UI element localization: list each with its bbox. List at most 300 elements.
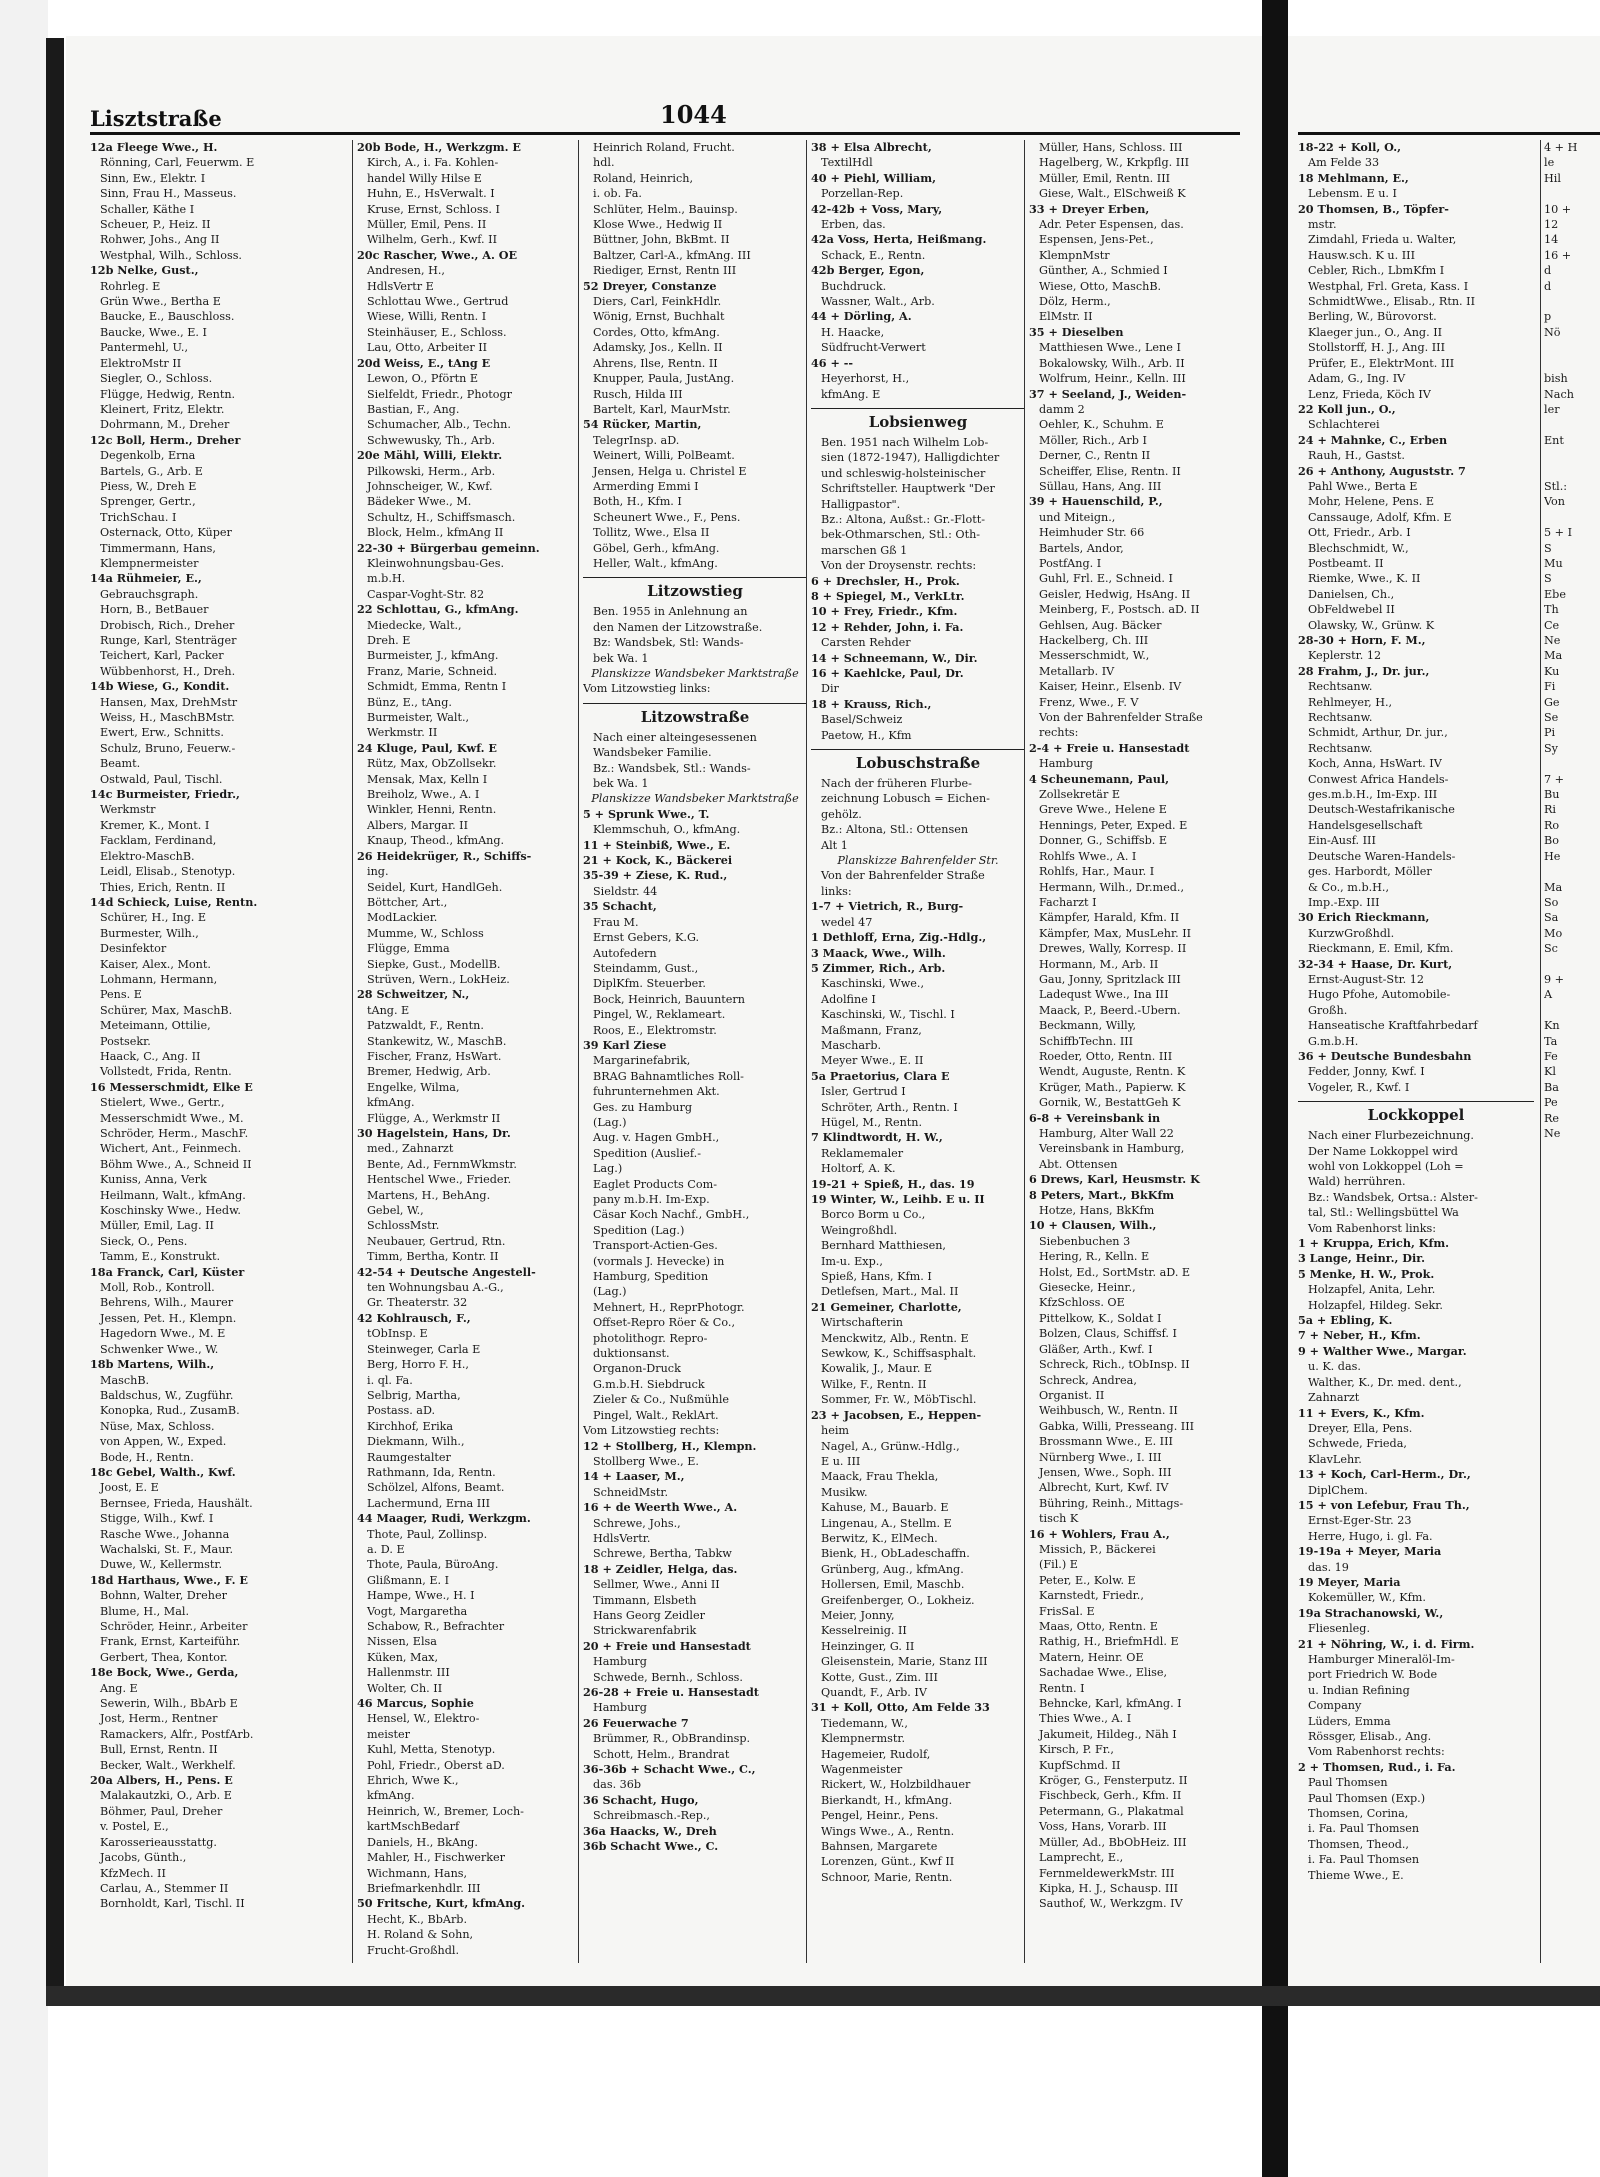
resident-line: Meteimann, Ottilie, — [100, 1019, 211, 1033]
address-entry: 3 Lange, Heinr., Dir. — [1298, 1251, 1425, 1266]
resident-line: Bornholdt, Karl, Tischl. II — [100, 1897, 245, 1911]
address-entry: 37 + Seeland, J., Weiden- — [1029, 386, 1187, 401]
resident-line: Grünberg, Aug., kfmAng. — [821, 1562, 964, 1576]
resident-line: Sinn, Ew., Elektr. I — [100, 171, 206, 185]
resident-line: Schnoor, Marie, Rentn. — [821, 1870, 953, 1884]
resident-line: SchneidMstr. — [593, 1485, 669, 1499]
resident-line: Heinrich, W., Bremer, Loch- — [367, 1804, 524, 1818]
address-entry: 19-21 + Spieß, H., das. 19 — [811, 1176, 975, 1191]
resident-line: Gebrauchsgraph. — [100, 587, 199, 601]
address-entry: 12c Boll, Herm., Dreher — [90, 432, 241, 447]
resident-line: Burmeister, Walt., — [367, 711, 470, 725]
resident-line: Kokemüller, W., Kfm. — [1308, 1591, 1426, 1605]
address-entry: 30 Erich Rieckmann, — [1298, 910, 1430, 925]
resident-line: Hagemeier, Rudolf, — [821, 1747, 931, 1761]
resident-line: Offset-Repro Röer & Co., — [593, 1316, 736, 1330]
resident-line: Jessen, Pet. H., Klempn. — [100, 1311, 237, 1325]
address-entry: 15 + von Lefebur, Frau Th., — [1298, 1497, 1470, 1512]
resident-line: und schleswig-holsteinischer — [821, 466, 986, 480]
cropped-entry-fragment: Th — [1544, 603, 1559, 617]
resident-line: G.m.b.H. — [1308, 1034, 1359, 1048]
resident-line: Transport-Actien-Ges. — [593, 1239, 718, 1253]
resident-line: Maßmann, Franz, — [821, 1023, 922, 1037]
resident-line: Thomsen, Corina, — [1308, 1807, 1409, 1821]
resident-line: Hotze, Hans, BkKfm — [1039, 1204, 1155, 1218]
cropped-entry-fragment: A — [1544, 988, 1553, 1002]
resident-line: Espensen, Jens-Pet., — [1039, 233, 1154, 247]
resident-line: Rehlmeyer, H., — [1308, 695, 1393, 709]
resident-line: kartMschBedarf — [367, 1820, 460, 1834]
address-entry: 21 + Nöhring, W., i. d. Firm. — [1298, 1636, 1475, 1651]
resident-line: handel Willy Hilse E — [367, 171, 482, 185]
resident-line: Malakautzki, O., Arb. E — [100, 1789, 232, 1803]
resident-line: Baucke, E., Bauschloss. — [100, 310, 235, 324]
resident-line: Karnstedt, Friedr., — [1039, 1589, 1144, 1603]
resident-line: Nissen, Elsa — [367, 1635, 437, 1649]
resident-line: Mehnert, H., ReprPhotogr. — [593, 1300, 745, 1314]
resident-line: Derner, C., Rentn II — [1039, 449, 1151, 463]
resident-line: Vom Rabenhorst links: — [1308, 1221, 1437, 1235]
resident-line: Ernst Gebers, K.G. — [593, 931, 700, 945]
resident-line: Roos, E., Elektromstr. — [593, 1023, 717, 1037]
resident-line: Schürer, H., Ing. E — [100, 911, 207, 925]
resident-line: tal, Stl.: Wellingsbüttel Wa — [1308, 1206, 1459, 1220]
resident-line: Mahler, H., Fischwerker — [367, 1851, 506, 1865]
resident-line: Kremer, K., Mont. I — [100, 818, 210, 832]
resident-line: Weingroßhdl. — [821, 1223, 898, 1237]
resident-line: Donner, G., Schiffsb. E — [1039, 834, 1168, 848]
address-entry: 2-4 + Freie u. Hansestadt — [1029, 740, 1190, 755]
resident-line: Elektro-MaschB. — [100, 849, 195, 863]
resident-line: Greve Wwe., Helene E — [1039, 803, 1167, 817]
address-entry: 7 + Neber, H., Kfm. — [1298, 1328, 1421, 1343]
resident-line: Heller, Walt., kfmAng. — [593, 556, 718, 570]
resident-line: Hamburg — [593, 1701, 647, 1715]
resident-line: Hans Georg Zeidler — [593, 1608, 705, 1622]
resident-line: Paetow, H., Kfm — [821, 728, 912, 742]
resident-line: Von der Bahrenfelder Straße — [821, 869, 985, 883]
resident-line: Abt. Ottensen — [1039, 1157, 1118, 1171]
address-entry: 44 + Dörling, A. — [811, 309, 912, 324]
resident-line: Schultz, H., Schiffsmasch. — [367, 510, 516, 524]
address-entry: 20c Rascher, Wwe., A. OE — [357, 247, 518, 262]
resident-line: Diers, Carl, FeinkHdlr. — [593, 295, 722, 309]
resident-line: Klaeger jun., O., Ang. II — [1308, 325, 1443, 339]
resident-line: Deutsche Waren-Handels- — [1308, 849, 1456, 863]
resident-line: Prüfer, E., ElektrMont. III — [1308, 356, 1455, 370]
resident-line: (vormals J. Hevecke) in — [593, 1254, 725, 1268]
street-heading: Litzowstraße — [583, 703, 807, 726]
resident-line: pany m.b.H. Im-Exp. — [593, 1193, 710, 1206]
resident-line: Haack, C., Ang. II — [100, 1049, 201, 1063]
resident-line: Bock, Heinrich, Bauuntern — [593, 992, 745, 1006]
resident-line: Wald) herrühren. — [1308, 1175, 1406, 1189]
resident-line: Facharzt I — [1039, 895, 1097, 909]
cropped-entry-fragment: Ri — [1544, 803, 1557, 817]
address-entry: 20d Weiss, E., tAng E — [357, 355, 491, 370]
resident-line: Rechtsanw. — [1308, 680, 1373, 694]
resident-line: Krüger, Math., Papierw. K — [1039, 1080, 1186, 1094]
resident-line: heim — [821, 1424, 850, 1438]
resident-line: Lorenzen, Günt., Kwf II — [821, 1855, 955, 1869]
resident-line: Caspar-Voght-Str. 82 — [367, 587, 485, 601]
resident-line: HdlsVertr E — [367, 279, 434, 293]
resident-line: Wilke, F., Rentn. II — [821, 1377, 927, 1391]
resident-line: Joost, E. E — [100, 1481, 159, 1495]
resident-line: Mohr, Helene, Pens. E — [1308, 495, 1435, 509]
resident-line: Zahnarzt — [1308, 1391, 1360, 1405]
resident-line: Rechtsanw. — [1308, 741, 1373, 755]
resident-line: Kaschinski, Wwe., — [821, 977, 925, 991]
resident-line: Schaller, Käthe I — [100, 202, 195, 216]
resident-line: Cordes, Otto, kfmAng. — [593, 325, 720, 339]
resident-line: H. Haacke, — [821, 325, 885, 339]
resident-line: Detlefsen, Mart., Mal. II — [821, 1285, 959, 1299]
resident-line: Spedition (Lag.) — [593, 1223, 685, 1237]
cropped-entry-fragment: Ta — [1544, 1034, 1558, 1048]
resident-line: Hügel, M., Rentn. — [821, 1115, 923, 1129]
resident-line: Horn, B., BetBauer — [100, 603, 209, 617]
resident-line: Winkler, Henni, Rentn. — [367, 803, 497, 817]
resident-line: Westphal, Frl. Greta, Kass. I — [1308, 279, 1469, 293]
resident-line: Moll, Rob., Kontroll. — [100, 1281, 215, 1295]
resident-line: Ostwald, Paul, Tischl. — [100, 772, 223, 786]
resident-line: Carlau, A., Stemmer II — [100, 1881, 229, 1895]
resident-line: Ewert, Erw., Schnitts. — [100, 726, 224, 740]
resident-line: Paul Thomsen (Exp.) — [1308, 1791, 1426, 1805]
resident-line: Schölzel, Alfons, Beamt. — [367, 1481, 505, 1495]
header-divider — [90, 132, 1240, 135]
resident-line: Huhn, E., HsVerwalt. I — [367, 187, 495, 201]
address-entry: 19 Winter, W., Leihb. E u. II — [811, 1192, 985, 1206]
resident-line: Nach der früheren Flurbe- — [821, 777, 972, 791]
resident-line: Porzellan-Rep. — [821, 187, 904, 201]
resident-line: DiplChem. — [1308, 1483, 1368, 1497]
resident-line: Schreck, Rich., tObInsp. II — [1039, 1358, 1190, 1372]
resident-line: Eaglet Products Com- — [593, 1177, 717, 1191]
resident-line: Von der Bahrenfelder Straße — [1039, 711, 1203, 725]
resident-line: ModLackier. — [367, 911, 438, 925]
map-reference: Planskizze Bahrenfelder Str. — [837, 854, 999, 868]
resident-line: Nach einer Flurbezeichnung. — [1308, 1129, 1474, 1143]
address-entry: 38 + Elsa Albrecht, — [811, 140, 932, 154]
resident-line: Bädeker Wwe., M. — [367, 495, 472, 509]
cropped-entry-fragment: Ro — [1544, 818, 1560, 832]
address-entry: 26-28 + Freie u. Hansestadt — [583, 1685, 759, 1699]
cropped-entry-fragment: Mo — [1544, 926, 1563, 940]
resident-line: Burmeister, J., kfmAng. — [367, 649, 499, 663]
resident-line: SchiffbTechn. III — [1039, 1034, 1134, 1048]
directory-column-4 — [806, 140, 1025, 1963]
resident-line: Diekmann, Wilh., — [367, 1435, 465, 1449]
resident-line: Wolfrum, Heinr., Kelln. III — [1039, 372, 1186, 386]
cropped-entry-fragment: Kn — [1544, 1019, 1560, 1033]
resident-line: Baucke, Wwe., E. I — [100, 325, 207, 339]
resident-line: Hensel, W., Elektro- — [367, 1712, 480, 1726]
cropped-entry-fragment: S — [1544, 572, 1552, 586]
resident-line: Hecht, K., BbArb. — [367, 1912, 468, 1926]
resident-line: Kuniss, Anna, Verk — [100, 1173, 207, 1187]
resident-line: Fliesenleg. — [1308, 1622, 1371, 1636]
resident-line: Canssauge, Adolf, Kfm. E — [1308, 510, 1452, 524]
resident-line: Schröder, Heinr., Arbeiter — [100, 1620, 248, 1633]
cropped-entry-fragment — [1544, 294, 1600, 309]
cropped-entry-fragment: Ebe — [1544, 587, 1566, 601]
resident-line: Gornik, W., BestattGeh K — [1039, 1096, 1181, 1110]
resident-line: Wönig, Ernst, Buchhalt — [593, 310, 725, 324]
resident-line: i. ob. Fa. — [593, 187, 642, 201]
address-entry: 14b Wiese, G., Kondit. — [90, 679, 230, 694]
map-reference: Planskizze Wandsbeker Marktstraße — [591, 667, 799, 680]
right-page-column-1 — [1298, 140, 1534, 1963]
resident-line: Roeder, Otto, Rentn. III — [1039, 1049, 1173, 1063]
resident-line: Jensen, Wwe., Soph. III — [1039, 1465, 1172, 1479]
resident-line: photolithogr. Repro- — [593, 1331, 708, 1345]
cropped-entry-fragment: Ent — [1544, 433, 1564, 447]
address-entry: 32-34 + Haase, Dr. Kurt, — [1298, 956, 1453, 971]
resident-line: Böhmer, Paul, Dreher — [100, 1804, 223, 1818]
address-entry: 12 + Stollberg, H., Klempn. — [583, 1438, 757, 1453]
resident-line: Lenz, Frieda, Köch IV — [1308, 387, 1431, 401]
resident-line: Bierkandt, H., kfmAng. — [821, 1793, 953, 1807]
resident-line: Adolfine I — [821, 992, 876, 1006]
resident-line: wedel 47 — [821, 915, 873, 929]
cropped-entry-fragment: Ge — [1544, 695, 1560, 709]
address-entry: 18 Mehlmann, E., — [1298, 170, 1409, 185]
address-entry: 6 + Drechsler, H., Prok. — [811, 573, 960, 588]
resident-line: marschen Gß 1 — [821, 543, 908, 557]
resident-line: Olawsky, W., Grünw. K — [1308, 618, 1435, 632]
address-entry: 28-30 + Horn, F. M., — [1298, 633, 1426, 647]
resident-line: Siegler, O., Schloss. — [100, 372, 213, 386]
resident-line: Müller, Emil, Pens. II — [367, 218, 487, 232]
resident-line: Engelke, Wilma, — [367, 1080, 460, 1094]
resident-line: Sieldstr. 44 — [593, 884, 658, 898]
resident-line: Hanseatische Kraftfahrbedarf — [1308, 1019, 1478, 1033]
resident-line: Nagel, A., Grünw.-Hdlg., — [821, 1439, 960, 1453]
resident-line: Duwe, W., Kellermstr. — [100, 1558, 223, 1572]
resident-line: G.m.b.H. Siebdruck — [593, 1377, 705, 1391]
resident-line: Quandt, F., Arb. IV — [821, 1686, 927, 1699]
resident-line: Bolzen, Claus, Schiffsf. I — [1039, 1327, 1177, 1341]
resident-line: Desinfektor — [100, 942, 167, 956]
resident-line: Rohlfs, Har., Maur. I — [1039, 865, 1155, 879]
resident-line: von Appen, W., Exped. — [100, 1435, 227, 1449]
resident-line: Stankewitz, W., MaschB. — [367, 1034, 507, 1048]
resident-line: Vollstedt, Frida, Rentn. — [100, 1065, 232, 1079]
resident-line: Fischbeck, Gerh., Kfm. II — [1039, 1789, 1182, 1803]
resident-line: Bühring, Reinh., Mittags- — [1039, 1496, 1184, 1510]
resident-line: Hagedorn Wwe., M. E — [100, 1327, 226, 1341]
cropped-entry-fragment: Ma — [1544, 649, 1563, 663]
directory-column-5 — [1024, 140, 1245, 1963]
resident-line: Sachadae Wwe., Elise, — [1039, 1666, 1168, 1680]
resident-line: TextilHdl — [821, 156, 873, 170]
resident-line: Kleinwohnungsbau-Ges. — [367, 556, 505, 570]
resident-line: Albrecht, Kurt, Kwf. IV — [1039, 1481, 1169, 1495]
page-number: 1044 — [660, 100, 727, 129]
resident-line: Hamburg, Spedition — [593, 1270, 709, 1284]
resident-line: i. Fa. Paul Thomsen — [1308, 1853, 1420, 1867]
resident-line: Schlachterei — [1308, 418, 1380, 432]
resident-line: Keplerstr. 12 — [1308, 649, 1382, 663]
resident-line: Margarinefabrik, — [593, 1054, 691, 1068]
cropped-entry-fragment: 7 + — [1544, 772, 1565, 786]
resident-line: Sellmer, Wwe., Anni II — [593, 1578, 720, 1592]
resident-line: (Fil.) E — [1039, 1558, 1078, 1572]
resident-line: Scheunert Wwe., F., Pens. — [593, 510, 741, 524]
resident-line: Becker, Walt., Werkhelf. — [100, 1758, 236, 1772]
resident-line: Kämpfer, Harald, Kfm. II — [1039, 911, 1180, 925]
resident-line: KlavLehr. — [1308, 1452, 1362, 1466]
address-entry: 6-8 + Vereinsbank in — [1029, 1110, 1161, 1125]
address-entry: 7 Klindtwordt, H. W., — [811, 1130, 943, 1145]
resident-line: Osternack, Otto, Küper — [100, 526, 232, 540]
cropped-entry-fragment: Hil — [1544, 171, 1561, 185]
resident-line: Kesselreinig. II — [821, 1624, 907, 1638]
resident-line: Wichmann, Hans, — [367, 1866, 468, 1880]
resident-line: H. Roland & Sohn, — [367, 1928, 474, 1942]
resident-line: Daniels, H., BkAng. — [367, 1835, 478, 1849]
resident-line: Stigge, Wilh., Kwf. I — [100, 1512, 214, 1526]
cropped-entry-fragment: Ne — [1544, 1127, 1561, 1140]
resident-line: kfmAng. — [367, 1096, 415, 1110]
address-entry: 19-19a + Meyer, Maria — [1298, 1544, 1442, 1559]
resident-line: ing. — [367, 865, 389, 879]
resident-line: DiplKfm. Steuerber. — [593, 977, 706, 991]
cropped-entry-fragment — [1544, 510, 1600, 525]
resident-line: Wirtschafterin — [821, 1316, 903, 1330]
cropped-entry-fragment: He — [1544, 849, 1561, 863]
resident-line: Beamt. — [100, 757, 141, 771]
resident-line: Zieler & Co., Nußmühle — [593, 1393, 730, 1407]
cropped-entry-fragment — [1544, 356, 1600, 371]
resident-line: Messerschmidt Wwe., M. — [100, 1111, 244, 1125]
address-entry: 10 + Frey, Friedr., Kfm. — [811, 604, 958, 619]
resident-line: Frank, Ernst, Karteiführ. — [100, 1635, 241, 1649]
resident-line: Vogt, Margaretha — [367, 1604, 468, 1618]
resident-line: Nüse, Max, Schloss. — [100, 1419, 215, 1433]
resident-line: Neubauer, Gertrud, Rtn. — [367, 1234, 506, 1248]
resident-line: Messerschmidt, W., — [1039, 649, 1150, 663]
street-heading: Lobuschstraße — [811, 749, 1025, 772]
resident-line: Missich, P., Bäckerei — [1039, 1542, 1156, 1556]
resident-line: Autofedern — [593, 946, 657, 960]
resident-line: Hamburger Mineralöl-Im- — [1308, 1653, 1455, 1666]
resident-line: ten Wohnungsbau A.-G., — [367, 1281, 504, 1295]
resident-line: Conwest Africa Handels- — [1308, 772, 1449, 786]
resident-line: Bünz, E., tAng. — [367, 695, 452, 709]
address-entry: 10 + Clausen, Wilh., — [1029, 1218, 1157, 1233]
cropped-entry-fragment: le — [1544, 156, 1555, 170]
resident-line: ElMstr. II — [1039, 310, 1093, 324]
resident-line: Mumme, W., Schloss — [367, 926, 484, 940]
resident-line: Lamprecht, E., — [1039, 1851, 1124, 1865]
resident-line: Berling, W., Bürovorst. — [1308, 310, 1437, 324]
resident-line: Berwitz, K., ElMech. — [821, 1531, 938, 1545]
resident-line: sien (1872-1947), Halligdichter — [821, 451, 1000, 465]
resident-line: bek Wa. 1 — [593, 777, 649, 791]
resident-line: Hagelberg, W., Krkpflg. III — [1039, 156, 1190, 170]
address-entry: 5 Zimmer, Rich., Arb. — [811, 960, 946, 975]
resident-line: Ahrens, Ilse, Rentn. II — [593, 356, 718, 370]
resident-line: Im-u. Exp., — [821, 1254, 883, 1268]
resident-line: Pittelkow, K., Soldat I — [1039, 1311, 1162, 1325]
resident-line: Basel/Schweiz — [821, 713, 903, 727]
address-entry: 5a Praetorius, Clara E — [811, 1068, 950, 1083]
resident-line: Sauthof, W., Werkzgm. IV — [1039, 1897, 1183, 1911]
map-reference: Planskizze Wandsbeker Marktstraße — [591, 792, 799, 806]
resident-line: Matern, Heinr. OE — [1039, 1650, 1144, 1664]
address-entry: 20 + Freie und Hansestadt — [583, 1638, 751, 1653]
resident-line: Brossmann Wwe., E. III — [1039, 1435, 1173, 1449]
resident-line: Schlüter, Helm., Bauinsp. — [593, 202, 738, 216]
resident-line: Scheuer, P., Heiz. II — [100, 218, 211, 232]
resident-line: Glißmann, E. I — [367, 1573, 450, 1587]
resident-line: Geisler, Hedwig, HsAng. II — [1039, 587, 1191, 601]
resident-line: Hollersen, Emil, Maschb. — [821, 1578, 965, 1592]
address-entry: 18 + Zeidler, Helga, das. — [583, 1561, 738, 1576]
resident-line: Siebenbuchen 3 — [1039, 1234, 1131, 1248]
resident-line: Jensen, Helga u. Christel E — [593, 464, 747, 478]
address-entry: 22 Koll jun., O., — [1298, 401, 1396, 416]
address-entry: 2 + Thomsen, Rud., i. Fa. — [1298, 1759, 1456, 1774]
resident-line: das. 36b — [593, 1778, 642, 1792]
address-entry: 20b Bode, H., Werkzgm. E — [357, 140, 521, 154]
address-entry: 30 Hagelstein, Hans, Dr. — [357, 1126, 511, 1140]
resident-line: Hering, R., Kelln. E — [1039, 1250, 1150, 1264]
resident-line: PostfAng. I — [1039, 556, 1102, 570]
address-entry: 26 Feuerwache 7 — [583, 1715, 689, 1730]
resident-line: Holst, Ed., SortMstr. aD. E — [1039, 1265, 1191, 1279]
address-entry: 21 + Kock, K., Bäckerei — [583, 853, 733, 868]
cropped-entry-fragment: Mu — [1544, 556, 1563, 570]
resident-line: Bz.: Altona, Außst.: Gr.-Flott- — [821, 512, 985, 526]
resident-line: Schack, E., Rentn. — [821, 248, 926, 262]
resident-line: Mensak, Max, Kelln I — [367, 772, 488, 786]
resident-line: Pantermehl, U., — [100, 341, 189, 355]
resident-line: Dohrmann, M., Dreher — [100, 418, 230, 432]
resident-line: Teichert, Karl, Packer — [100, 649, 224, 663]
resident-line: KlempnMstr — [1039, 248, 1110, 262]
address-entry: 14d Schieck, Luise, Rentn. — [90, 894, 258, 909]
address-entry: 19 Meyer, Maria — [1298, 1574, 1401, 1589]
resident-line: E u. III — [821, 1454, 861, 1468]
resident-line: Pilkowski, Herm., Arb. — [367, 464, 496, 478]
resident-line: Walther, K., Dr. med. dent., — [1308, 1375, 1462, 1389]
resident-line: Pingel, Walt., ReklArt. — [593, 1408, 719, 1422]
resident-line: Nürnberg Wwe., I. III — [1039, 1450, 1162, 1464]
resident-line: Vereinsbank in Hamburg, — [1039, 1142, 1185, 1156]
resident-line: Schabow, R., Befrachter — [367, 1620, 505, 1633]
resident-line: Handelsgesellschaft — [1308, 818, 1423, 832]
resident-line: FrisSal. E — [1039, 1604, 1095, 1618]
resident-line: Thieme Wwe., E. — [1308, 1868, 1404, 1882]
resident-line: Lebensm. E u. I — [1308, 187, 1397, 201]
resident-line: Westphal, Wilh., Schloss. — [100, 248, 242, 262]
resident-line: Gabka, Willi, Presseang. III — [1039, 1419, 1195, 1433]
resident-line: Timmann, Elsbeth — [593, 1593, 697, 1607]
cropped-entry-fragment: d — [1544, 264, 1552, 278]
cropped-entry-fragment — [1544, 864, 1600, 879]
resident-line: Grün Wwe., Bertha E — [100, 295, 221, 309]
resident-line: Schlottau Wwe., Gertrud — [367, 295, 509, 309]
cropped-entry-fragment: So — [1544, 895, 1559, 909]
cropped-entry-fragment — [1544, 464, 1600, 479]
cropped-entry-fragment: Sa — [1544, 911, 1559, 925]
resident-line: Hennings, Peter, Exped. E — [1039, 818, 1188, 832]
resident-line: Alt 1 — [821, 838, 848, 852]
